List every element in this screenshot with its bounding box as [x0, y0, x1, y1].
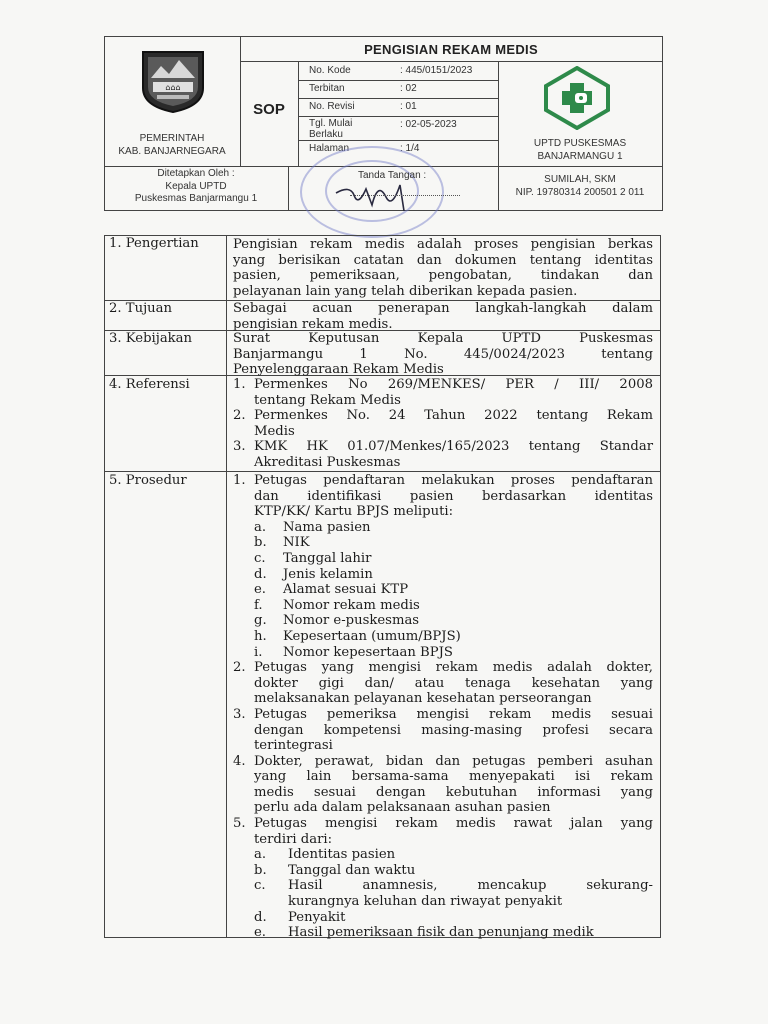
sub-item: a. Identitas pasien — [254, 847, 396, 863]
prosedur-step-4: 4. Dokter, perawat, bidan dan petugas pemberi asuhan yang lain bersama-sama menyepakati isi rekam medis sesuai dengan kebutuhan informasi yang perlu ada dalam pelaksanaan asuhan pasien — [233, 753, 653, 816]
referensi-item: 1. Permenkes No 269/MENKES/ PER / III/ 2008 tentang Rekam Medis — [233, 377, 653, 408]
prosedur-step-2: 2. Petugas yang mengisi rekam medis adalah dokter, dokter gigi dan/ atau tenaga kesehatan yang melaksanakan pelayanan kesehatan perseorangan — [233, 660, 653, 707]
step-1-sublist — [254, 520, 653, 660]
sub-item: c. Tanggal lahir — [254, 550, 372, 566]
signer-info: SUMILAH, SKM NIP. 19780314 200501 2 011 — [515, 174, 645, 198]
meta-tgl-value: : 02-05-2023 — [400, 119, 457, 130]
referensi-item: 3. KMK HK 01.07/Menkes/165/2023 tentang Standar Akreditasi Puskesmas — [233, 439, 653, 470]
puskesmas-logo — [542, 66, 612, 130]
section-label-tujuan: 2. Tujuan — [109, 301, 173, 316]
sub-item: c. Hasil anamnesis, mencakup sekurang- kurangnya keluhan dan riwayat penyakit — [254, 878, 653, 910]
meta-revisi-value: : 01 — [400, 101, 417, 112]
sub-item: d. Penyakit — [254, 909, 346, 925]
sub-item: d. Jenis kelamin — [254, 566, 373, 582]
pengertian-text: Pengisian rekam medis adalah proses pengisian berkas yang berisikan catatan dan dokumen tentang identitas pasien, pemeriksaan, pengobatan, tindakan dan pelayanan lain yang telah diberikan kepada pasien. — [233, 237, 653, 299]
meta-revisi-label: No. Revisi — [309, 101, 355, 112]
org-label: UPTD PUSKESMAS BANJARMANGU 1 — [533, 138, 627, 162]
meta-tgl-label: Tgl. Mulai Berlaku — [309, 118, 353, 140]
tanda-tangan-label: Tanda Tangan : — [358, 170, 427, 181]
meta-kode-value: : 445/0151/2023 — [400, 65, 473, 76]
section-label-kebijakan: 3. Kebijakan — [109, 331, 193, 346]
kebijakan-text: Surat Keputusan Kepala UPTD Puskesmas Banjarmangu 1 No. 445/0024/2023 tentang Penyelenggaraan Rekam Medis — [233, 331, 653, 378]
meta-terbitan-label: Terbitan — [309, 83, 345, 94]
sub-item: f. Nomor rekam medis — [254, 597, 420, 613]
meta-halaman-value: : 1/4 — [400, 143, 420, 154]
sub-item: g. Nomor e-puskesmas — [254, 613, 420, 629]
prosedur-step-1: 1. Petugas pendaftaran melakukan proses pendaftaran dan identifikasi pasien berdasarkan identitas KTP/KK/ Kartu BPJS meliputi: a. Nama pasien b. NIK c. Tanggal lahir d. Jenis kelamin e. Alamat sesuai KTP f. Nomor rekam medis g. Nomor e-puskesmas h. Kepesertaan (umum/BPJS) i. Nomor kepesertaan BPJS — [233, 473, 653, 660]
sub-item: h. Kepesertaan (umum/BPJS) — [254, 628, 461, 644]
step-5-sublist — [254, 847, 653, 941]
meta-kode-label: No. Kode — [309, 65, 351, 76]
sub-item: b. Tanggal dan waktu — [254, 862, 416, 878]
prosedur-list — [233, 473, 653, 941]
referensi-item: 2. Permenkes No. 24 Tahun 2022 tentang Rekam Medis — [233, 408, 653, 439]
section-label-prosedur: 5. Prosedur — [109, 473, 187, 488]
prosedur-step-3: 3. Petugas pemeriksa mengisi rekam medis sesuai dengan kompetensi masing-masing profesi secara terintegrasi — [233, 706, 653, 754]
document-title: PENGISIAN REKAM MEDIS — [364, 42, 538, 57]
sub-item: e. Hasil pemeriksaan fisik dan penunjang medik — [254, 925, 594, 941]
section-label-referensi: 4. Referensi — [109, 377, 190, 392]
ditetapkan-oleh: Ditetapkan Oleh : Kepala UPTD Puskesmas Banjarmangu 1 — [134, 168, 258, 204]
sub-item: i. Nomor kepesertaan BPJS — [254, 644, 453, 660]
government-label: PEMERINTAH KAB. BANJARNEGARA — [118, 133, 226, 157]
tujuan-text: Sebagai acuan penerapan langkah-langkah dalam pengisian rekam medis. — [233, 301, 653, 332]
referensi-list — [233, 377, 653, 471]
signature-line — [350, 195, 460, 196]
meta-halaman-label: Halaman — [309, 143, 350, 154]
section-label-pengertian: 1. Pengertian — [109, 236, 199, 251]
prosedur-step-5: 5. Petugas mengisi rekam medis rawat jalan yang terdiri dari: a. Identitas pasien b. Tanggal dan waktu c. Hasil anamnesis, mencakup sekurang- kurangnya keluhan dan riwayat penyakit d. Penyakit e. Hasil pemeriksaan fisik dan penunjang medik — [233, 816, 653, 941]
meta-terbitan-value: : 02 — [400, 83, 417, 94]
sop-label: SOP — [253, 101, 285, 118]
sub-item: a. Nama pasien — [254, 519, 371, 535]
sub-item: b. NIK — [254, 535, 310, 551]
svg-text:⌂⌂⌂: ⌂⌂⌂ — [165, 83, 181, 92]
sub-item: e. Alamat sesuai KTP — [254, 582, 409, 598]
kabupaten-logo — [139, 48, 207, 114]
